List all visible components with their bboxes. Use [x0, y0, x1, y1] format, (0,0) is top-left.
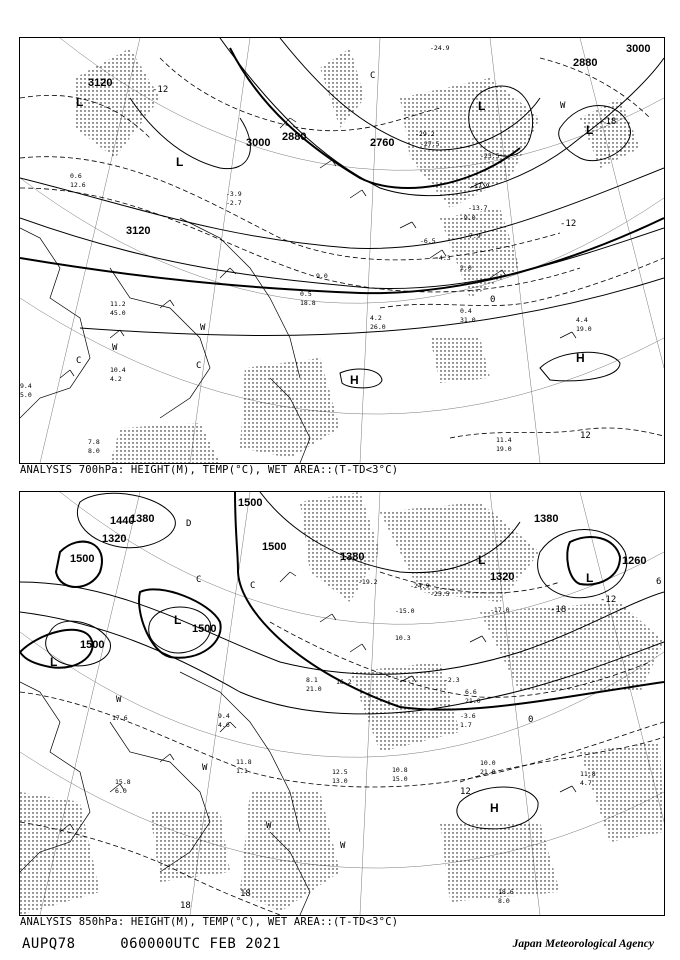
- obs: 10.3: [395, 634, 411, 642]
- low-marker: L: [478, 553, 486, 567]
- obs: -15.0: [395, 607, 415, 615]
- warm-marker: W: [202, 763, 208, 773]
- obs: 11.2: [110, 300, 126, 308]
- obs: 9.0: [316, 272, 328, 280]
- obs: 11.4: [496, 436, 512, 444]
- obs: 0.5: [300, 290, 312, 298]
- obs: 19.0: [576, 325, 592, 333]
- obs: 10.0: [480, 759, 496, 767]
- height-label: 1380: [340, 551, 365, 563]
- temp-label: 12: [580, 431, 591, 441]
- obs: 6.6: [465, 688, 477, 696]
- obs: 31.0: [460, 316, 476, 324]
- obs: -3.9: [226, 190, 242, 198]
- obs: 15.0: [392, 775, 408, 783]
- obs: 13.0: [332, 777, 348, 785]
- obs: 1.1: [236, 767, 248, 775]
- obs: 16.2: [336, 678, 352, 686]
- obs: -24.9: [430, 44, 450, 52]
- height-label: 2880: [282, 131, 307, 143]
- obs: 26.0: [370, 323, 386, 331]
- warm-marker: W: [200, 323, 206, 333]
- low-marker: L: [176, 155, 184, 169]
- obs: -23.5: [480, 152, 500, 160]
- obs: -24.9: [410, 582, 430, 590]
- temp-label: 0: [490, 295, 496, 305]
- obs: 9.4: [20, 382, 32, 390]
- low-marker: L: [76, 95, 84, 109]
- height-label: 3120: [88, 77, 113, 89]
- height-label: 1380: [534, 513, 559, 525]
- temp-label: -12: [152, 85, 169, 95]
- height-label: 2760: [370, 137, 395, 149]
- cold-marker: C: [196, 575, 202, 585]
- obs: -9.0: [460, 214, 476, 222]
- obs: 21.0: [465, 697, 481, 705]
- map-850hpa: [19, 491, 665, 916]
- obs: 4.2: [370, 314, 382, 322]
- temp-label: -18: [550, 605, 567, 615]
- obs: 4.6: [218, 721, 230, 729]
- warm-marker: W: [116, 695, 122, 705]
- pressure-systems: [50, 553, 593, 815]
- obs: 8.1: [306, 676, 318, 684]
- height-label: 1500: [70, 553, 95, 565]
- low-marker: L: [478, 99, 486, 113]
- agency-credit: Japan Meteorological Agency: [512, 938, 654, 950]
- obs: -29.2: [415, 130, 435, 138]
- temp-label: -12: [560, 219, 577, 229]
- obs: -13.7: [468, 204, 488, 212]
- map-700hpa-chart: [20, 38, 664, 463]
- map-700hpa: [19, 37, 665, 464]
- cold-marker: C: [250, 581, 256, 591]
- obs: -6.5: [420, 237, 436, 245]
- obs: -7.9: [465, 232, 481, 240]
- low-marker: L: [174, 613, 182, 627]
- obs: 15.8: [115, 778, 131, 786]
- obs: -4.3: [435, 254, 451, 262]
- height-label: 3000: [626, 43, 651, 55]
- height-label: 2880: [573, 57, 598, 69]
- height-label: 1500: [192, 623, 217, 635]
- obs: -3.6: [460, 712, 476, 720]
- obs: 6.0: [115, 787, 127, 795]
- temp-label: 18: [240, 889, 251, 899]
- obs: -19.2: [358, 578, 378, 586]
- obs: 4.4: [576, 316, 588, 324]
- obs: 12.6: [70, 181, 86, 189]
- obs: -17.9: [470, 182, 490, 190]
- chart-time: 060000UTC FEB 2021: [120, 936, 281, 952]
- obs: -2.7: [226, 199, 242, 207]
- obs: 8.0: [498, 897, 510, 905]
- warm-marker: W: [560, 101, 566, 111]
- obs: 21.0: [480, 768, 496, 776]
- height-label: 1380: [130, 513, 155, 525]
- obs: 11.8: [580, 770, 596, 778]
- obs: -25.5: [430, 590, 450, 598]
- obs: 11.8: [236, 758, 252, 766]
- obs: 18.8: [300, 299, 316, 307]
- obs: 9.4: [218, 712, 230, 720]
- temp-label: 18: [180, 901, 191, 911]
- height-label: 1440: [110, 515, 135, 527]
- cold-marker: C: [196, 361, 202, 371]
- high-marker: H: [576, 351, 585, 365]
- chart-code: AUPQ78: [22, 936, 76, 952]
- height-label: 1320: [102, 533, 127, 545]
- obs: 12.5: [332, 768, 348, 776]
- cold-marker: C: [76, 356, 82, 366]
- height-label: 1500: [262, 541, 287, 553]
- obs: 17.6: [112, 714, 128, 722]
- obs: 1.7: [460, 721, 472, 729]
- obs: 0.4: [460, 307, 472, 315]
- wet-areas: [75, 48, 640, 463]
- marker: D: [186, 519, 192, 529]
- obs: 5.0: [20, 391, 32, 399]
- map-850hpa-chart: [20, 492, 664, 915]
- temp-label: 6: [656, 577, 662, 587]
- low-marker: L: [586, 571, 594, 585]
- warm-marker: W: [112, 343, 118, 353]
- high-marker: H: [350, 373, 359, 387]
- obs: 0.6: [70, 172, 82, 180]
- obs: -27.5: [420, 140, 440, 148]
- low-marker: L: [586, 123, 594, 137]
- height-label: 1260: [622, 555, 647, 567]
- height-label: 1320: [490, 571, 515, 583]
- obs: 4.7: [580, 779, 592, 787]
- obs: 7.8: [88, 438, 100, 446]
- high-marker: H: [490, 801, 499, 815]
- obs: -2.3: [444, 676, 460, 684]
- temp-label: 0: [528, 715, 534, 725]
- caption-850hpa: ANALYSIS 850hPa: HEIGHT(M), TEMP(°C), WET AREA::(T-TD<3°C): [20, 916, 399, 928]
- obs: 8.0: [88, 447, 100, 455]
- temp-label: 12: [460, 787, 471, 797]
- height-label: 3000: [246, 137, 271, 149]
- obs: 18.6: [498, 888, 514, 896]
- obs: 19.0: [496, 445, 512, 453]
- obs: -17.0: [490, 606, 510, 614]
- temp-label: -18: [600, 117, 617, 127]
- temp-label: -12: [600, 595, 617, 605]
- obs: 45.0: [110, 309, 126, 317]
- height-label: 1500: [238, 497, 263, 509]
- obs: 2.0: [460, 264, 472, 272]
- height-label: 3120: [126, 225, 151, 237]
- obs: 10.4: [110, 366, 126, 374]
- caption-700hpa: ANALYSIS 700hPa: HEIGHT(M), TEMP(°C), WET AREA::(T-TD<3°C): [20, 464, 399, 476]
- obs: 10.8: [392, 766, 408, 774]
- obs: 4.2: [110, 375, 122, 383]
- warm-marker: W: [266, 821, 272, 831]
- height-label: 1500: [80, 639, 105, 651]
- chart-id: [22, 936, 281, 952]
- low-marker: L: [50, 655, 58, 669]
- cold-marker: C: [370, 71, 376, 81]
- obs: 21.0: [306, 685, 322, 693]
- warm-marker: W: [340, 841, 346, 851]
